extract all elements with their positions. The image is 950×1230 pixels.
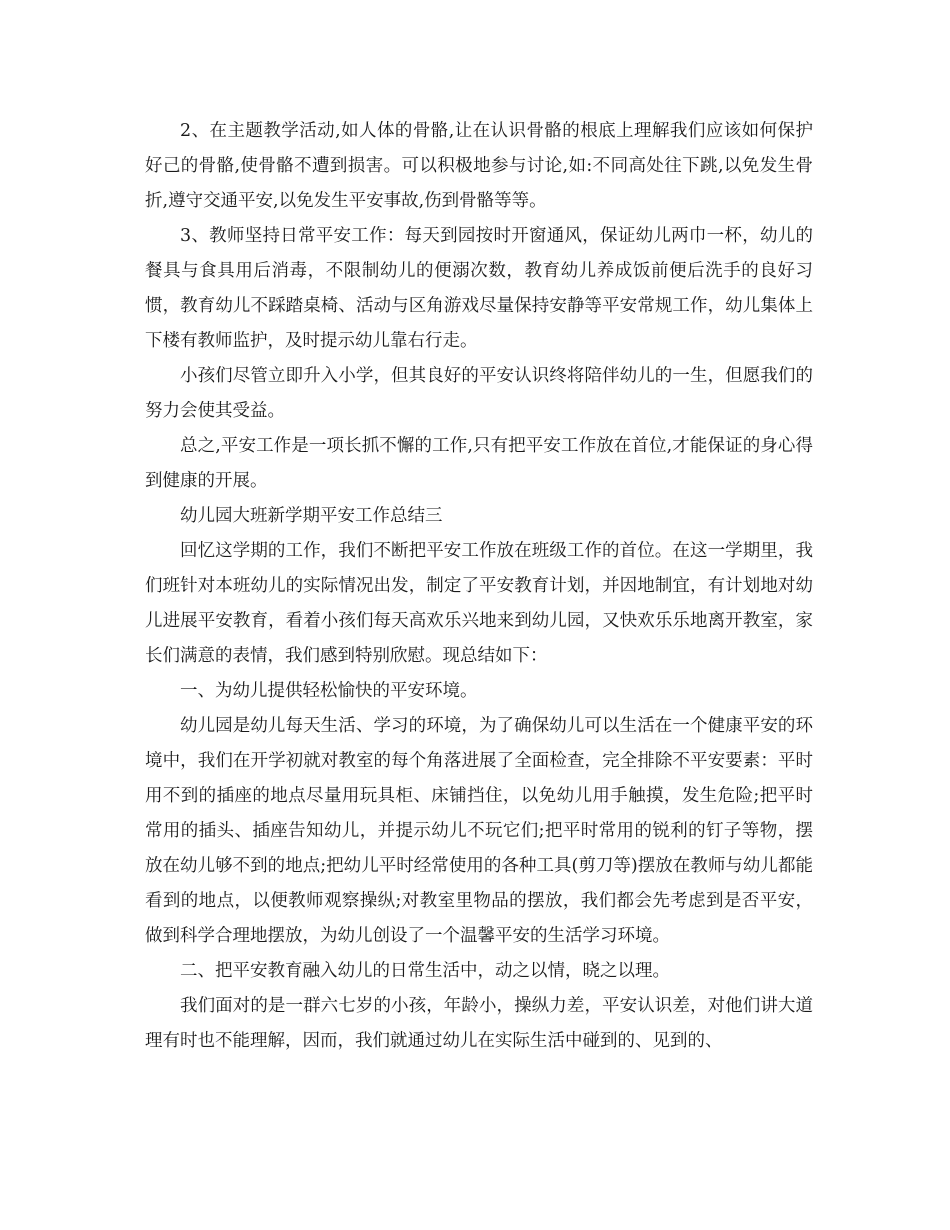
paragraph-children-age: 我们面对的是一群六七岁的小孩，年龄小，操纵力差，平安认识差，对他们讲大道理有时也不能理解，因而，我们就通过幼儿在实际生活中碰到的、见到的、 [145,996,813,1051]
paragraph-daily-safety-work: 3、教师坚持日常平安工作：每天到园按时开窗通风，保证幼儿两巾一杯，幼儿的餐具与食具用后消毒，不限制幼儿的便溺次数，教育幼儿养成饭前便后洗手的良好习惯，教育幼儿不踩踏桌椅、活动与区角游戏尽量保持安静等平安常规工作，幼儿集体上下楼有教师监护，及时提示幼儿靠右行走。 [145,226,813,351]
section-title-summary-three: 幼儿园大班新学期平安工作总结三 [180,506,443,526]
paragraph-semester-review: 回忆这学期的工作，我们不断把平安工作放在班级工作的首位。在这一学期里，我们班针对本班幼儿的实际情况出发，制定了平安教育计划，并因地制宜，有计划地对幼儿进展平安教育，看着小孩们每天高欢乐兴地来到幼儿园，又快欢乐乐地离开教室，家长们满意的表情，我们感到特别欣慰。现总结如下： [145,541,813,666]
paragraph-conclusion: 总之,平安工作是一项长抓不懈的工作,只有把平安工作放在首位,才能保证的身心得到健康的开展。 [145,436,813,491]
paragraph-theme-activity: 2、在主题教学活动,如人体的骨骼,让在认识骨骼的根底上理解我们应该如何保护好己的骨骼,使骨骼不遭到损害。可以积极地参与讨论,如:不同高处往下跳,以免发生骨折,遵守交通平安,以免发生平安事故,伤到骨骼等等。 [145,121,813,211]
heading-daily-life-education: 二、把平安教育融入幼儿的日常生活中，动之以情，晓之以理。 [180,961,670,981]
paragraph-entering-primary-school: 小孩们尽管立即升入小学，但其良好的平安认识终将陪伴幼儿的一生，但愿我们的努力会使其受益。 [145,366,813,421]
document-body [145,114,813,1059]
paragraph-classroom-inspection: 幼儿园是幼儿每天生活、学习的环境，为了确保幼儿可以生活在一个健康平安的环境中，我们在开学初就对教室的每个角落进展了全面检查，完全排除不平安要素：平时用不到的插座的地点尽量用玩具柜、床铺挡住，以免幼儿用手触摸，发生危险;把平时常用的插头、插座告知幼儿，并提示幼儿不玩它们;把平时常用的锐利的钉子等物，摆放在幼儿够不到的地点;把幼儿平时经常使用的各种工具(剪刀等)摆放在教师与幼儿都能看到的地点，以便教师观察操纵;对教室里物品的摆放，我们都会先考虑到是否平安，做到科学合理地摆放，为幼儿创设了一个温馨平安的生活学习环境。 [145,716,813,946]
heading-safe-environment: 一、为幼儿提供轻松愉快的平安环境。 [180,681,478,701]
